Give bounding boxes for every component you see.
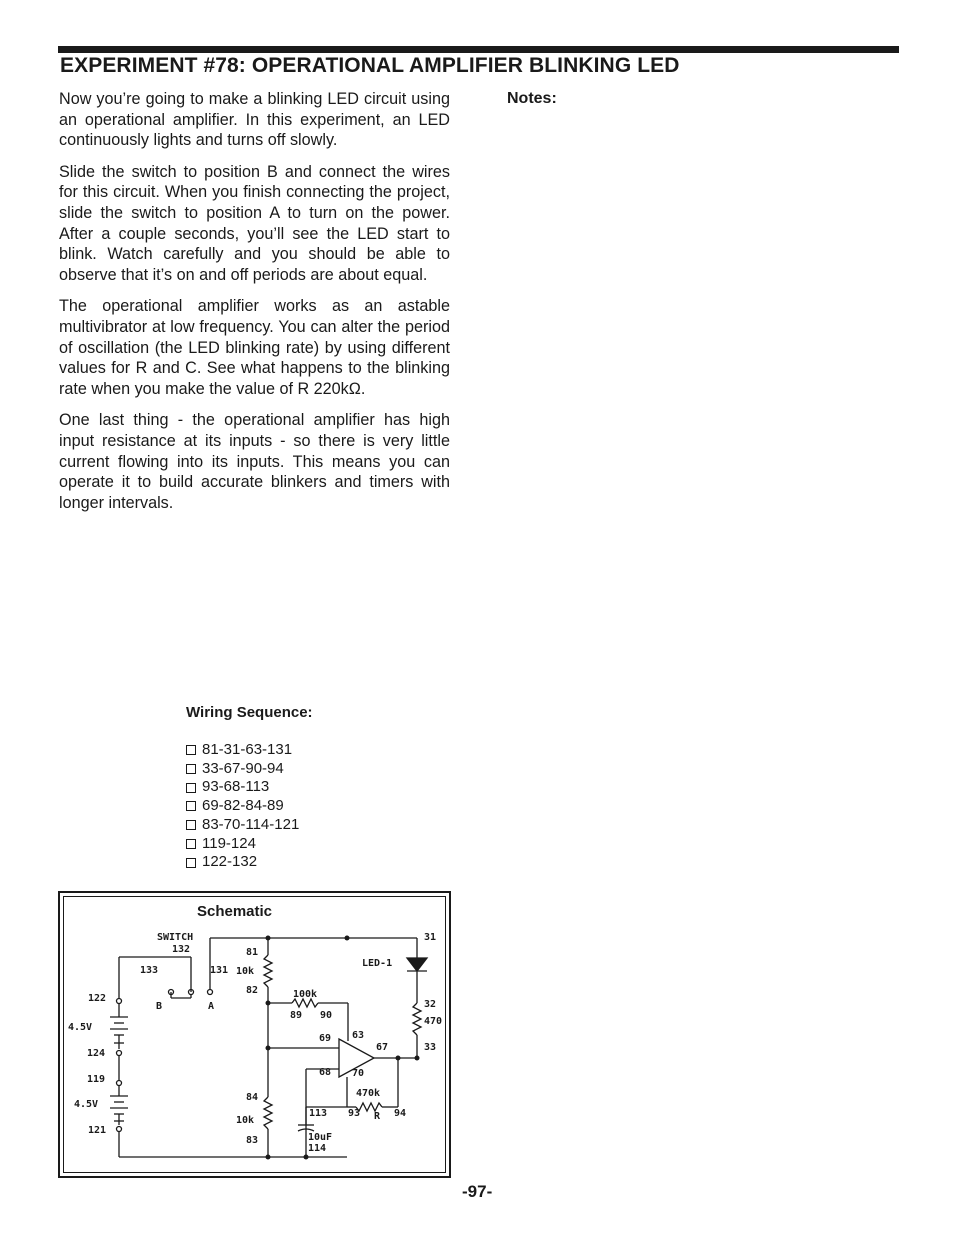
schematic-label: 70: [352, 1068, 365, 1079]
wiring-sequence: [186, 704, 386, 872]
checkbox-icon[interactable]: [186, 820, 196, 830]
schematic-label: 93: [348, 1108, 361, 1119]
schematic-label: 84: [246, 1092, 259, 1103]
notes-label: Notes:: [507, 90, 557, 107]
paragraph-3: The operational amplifier works as an astable multivibrator at low frequency. You can alter the period of oscillation (the LED blinking rate) by using different values for R and C. See what happens to the blinking rate when you make the value of R 220kΩ.: [59, 297, 450, 398]
schematic-label: 133: [140, 965, 159, 976]
checkbox-icon[interactable]: [186, 783, 196, 793]
schematic-label: 10k: [236, 1115, 255, 1126]
schematic-label: 4.5V: [74, 1099, 99, 1110]
schematic-label: 63: [352, 1030, 365, 1041]
paragraph-4: One last thing - the operational amplifier has high input resistance at its inputs - so there is very little current flowing into its inputs. This means you can operate it to build accurate blinkers and timers with longer intervals.: [59, 411, 450, 512]
paragraph-1: Now you’re going to make a blinking LED circuit using an operational amplifier. In this experiment, an LED continuously lights and turns off slowly.: [59, 90, 450, 150]
wiring-title: Wiring Sequence:: [186, 704, 313, 721]
wiring-item[interactable]: 93-68-113: [186, 778, 386, 797]
schematic-label: 132: [172, 944, 191, 955]
checkbox-icon[interactable]: [186, 745, 196, 755]
schematic-label: 31: [424, 932, 437, 943]
schematic-label: 114: [308, 1143, 327, 1154]
wiring-item[interactable]: 119-124: [186, 835, 386, 854]
schematic-label: 81: [246, 947, 259, 958]
schematic-label: 89: [290, 1010, 303, 1021]
checkbox-icon[interactable]: [186, 764, 196, 774]
schematic-label: 131: [210, 965, 229, 976]
schematic-label: 121: [88, 1125, 107, 1136]
schematic-label: 470: [424, 1016, 443, 1027]
schematic-title: Schematic: [196, 903, 273, 920]
schematic-label: 82: [246, 985, 259, 996]
schematic-label: SWITCH: [157, 932, 194, 943]
schematic-label: 10uF: [308, 1132, 333, 1143]
checkbox-icon[interactable]: [186, 839, 196, 849]
checkbox-icon[interactable]: [186, 858, 196, 868]
schematic-label: 470k: [356, 1088, 381, 1099]
schematic-label: 4.5V: [68, 1022, 93, 1033]
page-number: -97-: [462, 1182, 493, 1201]
schematic-label: 119: [87, 1074, 106, 1085]
wiring-list: [186, 741, 386, 872]
schematic-label: 100k: [293, 989, 318, 1000]
wiring-item[interactable]: 33-67-90-94: [186, 760, 386, 779]
paragraph-2: Slide the switch to position B and connect the wires for this circuit. When you finish connecting the project, slide the switch to position A to turn on the power. After a couple seconds, you’ll see the LED start to blink. Watch carefully and you should be able to observe that it’s on and off periods are about equal.: [59, 162, 450, 284]
schematic-label: 69: [319, 1033, 332, 1044]
page-title: EXPERIMENT #78: OPERATIONAL AMPLIFIER BLINKING LED: [60, 54, 680, 77]
schematic-diagram: [60, 893, 448, 1175]
schematic-label: R: [374, 1111, 381, 1122]
checkbox-icon[interactable]: [186, 801, 196, 811]
schematic-label: 68: [319, 1067, 332, 1078]
wiring-item[interactable]: 69-82-84-89: [186, 797, 386, 816]
schematic-label: B: [156, 1001, 163, 1012]
schematic-label: 122: [88, 993, 107, 1004]
schematic-label: 33: [424, 1042, 437, 1053]
top-rule: [58, 46, 899, 53]
schematic-label: 32: [424, 999, 437, 1010]
schematic-label: 94: [394, 1108, 407, 1119]
wiring-item[interactable]: 122-132: [186, 853, 386, 872]
body-text: [59, 89, 450, 524]
schematic-label: 83: [246, 1135, 259, 1146]
schematic-label: A: [208, 1001, 215, 1012]
wiring-item[interactable]: 81-31-63-131: [186, 741, 386, 760]
wiring-item[interactable]: 83-70-114-121: [186, 816, 386, 835]
schematic-label: 113: [309, 1108, 328, 1119]
schematic-box: [58, 891, 451, 1178]
schematic-label: LED-1: [362, 958, 393, 969]
schematic-label: 67: [376, 1042, 389, 1053]
schematic-label: 10k: [236, 966, 255, 977]
schematic-label: 90: [320, 1010, 333, 1021]
schematic-label: 124: [87, 1048, 106, 1059]
